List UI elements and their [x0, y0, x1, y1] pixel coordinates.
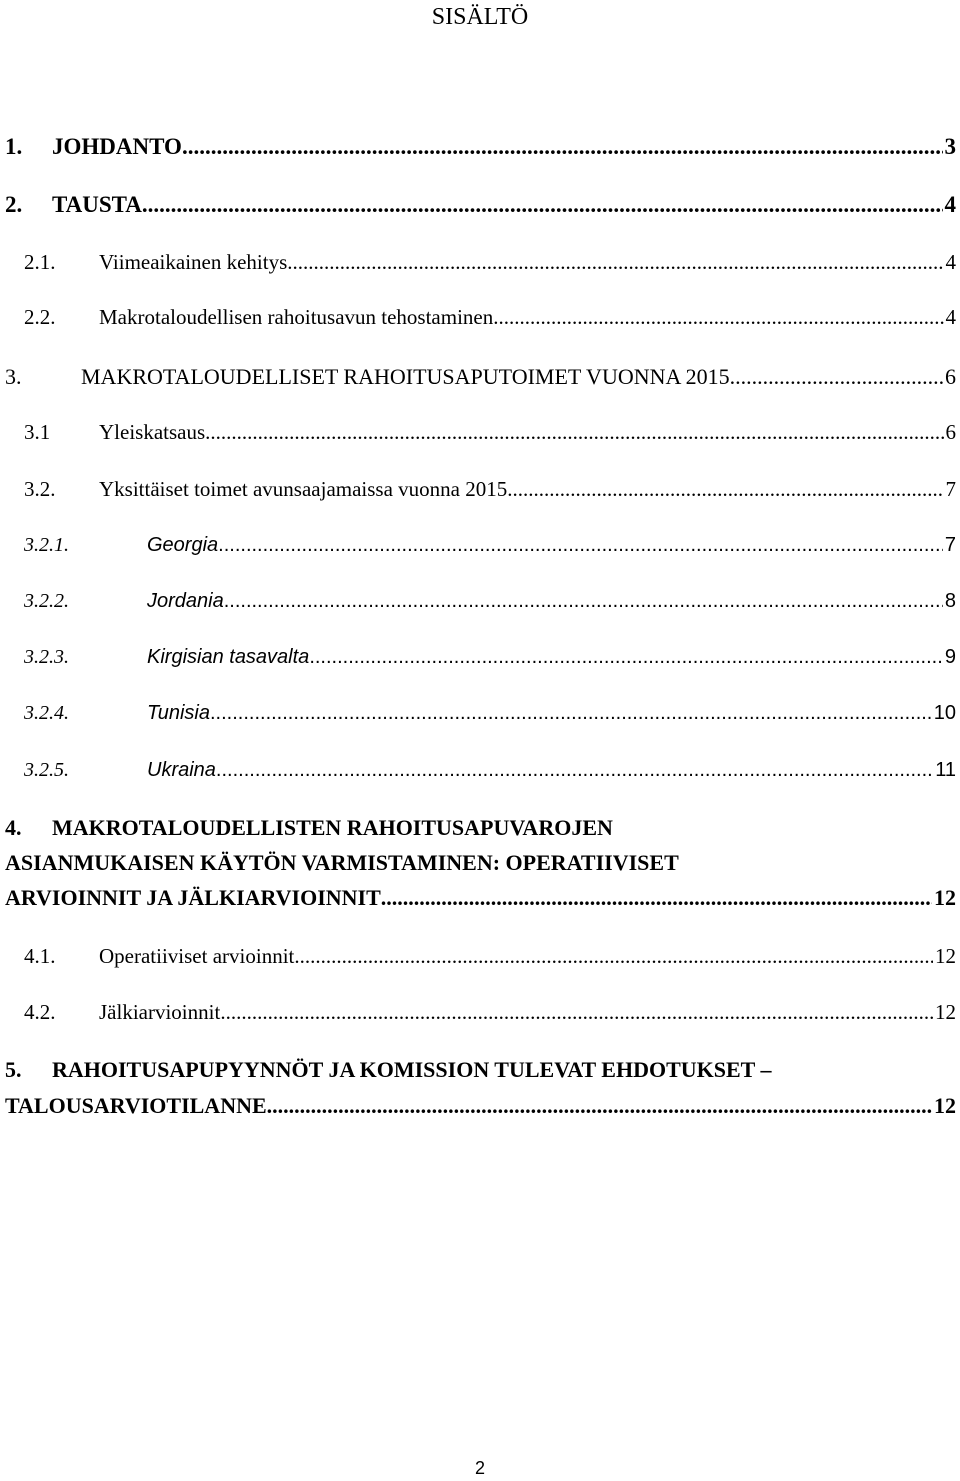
toc-entry-text-line3: ARVIOINNIT JA JÄLKIARVIOINNIT: [5, 885, 381, 910]
toc-entry-number: 3.2.5.: [24, 759, 69, 781]
toc-entry-number: 3.2.1.: [24, 534, 69, 556]
toc-entry-number: 3.2.: [24, 477, 56, 501]
toc-entry-text: JOHDANTO: [52, 134, 182, 159]
toc-entry-text: Kirgisian tasavalta: [147, 646, 310, 668]
toc-leader-dots: [210, 702, 932, 725]
toc-leader-dots: [287, 250, 943, 275]
page-number: 2: [474, 1458, 485, 1478]
toc-entry-2[interactable]: [0, 192, 960, 228]
toc-entry-2-1[interactable]: [0, 250, 960, 286]
toc-entry-number: 4.1.: [24, 944, 56, 968]
toc-entry-text-line1: RAHOITUSAPUPYYNNÖT JA KOMISSION TULEVAT EHDOTUKSET –: [52, 1057, 772, 1082]
toc-leader-dots: [507, 477, 943, 502]
toc-entry-text-line2: TALOUSARVIOTILANNE: [5, 1093, 267, 1118]
toc-entry-3-2[interactable]: [0, 477, 960, 513]
toc-entry-number: 2.: [5, 192, 23, 217]
toc-entry-page: 4: [945, 250, 956, 274]
toc-entry-1[interactable]: [0, 134, 960, 170]
toc-entry-text-line2: ASIANMUKAISEN KÄYTÖN VARMISTAMINEN: OPERATIIVISET: [5, 850, 679, 875]
toc-entry-page: 12: [934, 885, 956, 910]
toc-entry-4-2[interactable]: [0, 1000, 960, 1036]
toc-entry-number: 2.1.: [24, 250, 56, 274]
toc-entry-page: 10: [933, 702, 956, 724]
toc-entry-3-2-4[interactable]: [0, 702, 960, 738]
toc-entry-page: 12: [935, 1000, 956, 1024]
toc-entry-text: Yleiskatsaus: [99, 420, 206, 444]
toc-leader-dots: [220, 1000, 933, 1025]
toc-entry-page: 6: [945, 420, 956, 444]
toc-leader-dots: [309, 646, 943, 669]
toc-leader-dots: [730, 364, 943, 390]
toc-leader-dots: [294, 944, 933, 969]
toc-leader-dots: [218, 534, 943, 557]
toc-entry-text: Jordania: [147, 590, 224, 612]
toc-entry-page: 3: [944, 134, 956, 159]
toc-entry-3-2-3[interactable]: [0, 646, 960, 682]
toc-entry-4[interactable]: [0, 815, 960, 925]
toc-entry-text: Tunisia: [147, 702, 210, 724]
toc-entry-5[interactable]: [0, 1057, 960, 1133]
toc-entry-text: TAUSTA: [52, 192, 142, 217]
toc-entry-page: 9: [944, 646, 956, 668]
toc-entry-text: Jälkiarvioinnit: [99, 1000, 221, 1024]
toc-entry-number: 3.1: [24, 420, 51, 444]
toc-entry-text: Viimeaikainen kehitys: [99, 250, 288, 274]
toc-entry-text: Ukraina: [147, 759, 216, 781]
toc-leader-dots: [224, 590, 943, 613]
toc-entry-page: 7: [944, 534, 956, 556]
toc-leader-dots: [182, 134, 943, 160]
toc-entry-page: 4: [945, 305, 956, 329]
toc-entry-3[interactable]: [0, 364, 960, 400]
toc-title: SISÄLTÖ: [431, 4, 529, 30]
toc-entry-number: 3.2.2.: [24, 590, 69, 612]
toc-entry-page: 7: [945, 477, 956, 501]
toc-entry-page: 12: [934, 1093, 956, 1118]
toc-entry-number: 3.2.3.: [24, 646, 69, 668]
toc-entry-number: 5.: [5, 1057, 22, 1082]
toc-entry-text: Makrotaloudellisen rahoitusavun tehostaminen: [99, 305, 494, 329]
toc-entry-number: 1.: [5, 134, 23, 159]
toc-entry-number: 3.2.4.: [24, 702, 69, 724]
toc-entry-2-2[interactable]: [0, 305, 960, 341]
toc-entry-text: Yksittäiset toimet avunsaajamaissa vuonna 2015: [99, 477, 508, 501]
toc-entry-text: MAKROTALOUDELLISET RAHOITUSAPUTOIMET VUONNA 2015: [81, 364, 730, 389]
toc-entry-page: 11: [935, 759, 956, 781]
toc-entry-number: 4.: [5, 815, 22, 840]
toc-entry-3-2-1[interactable]: [0, 534, 960, 570]
toc-entry-3-2-5[interactable]: [0, 759, 960, 795]
toc-leader-dots: [142, 192, 943, 218]
toc-entry-page: 6: [945, 364, 956, 389]
toc-entry-text-line1: MAKROTALOUDELLISTEN RAHOITUSAPUVAROJEN: [52, 815, 613, 840]
toc-entry-text: Georgia: [147, 534, 219, 556]
toc-entry-number: 3.: [5, 364, 22, 389]
toc-entry-4-1[interactable]: [0, 944, 960, 980]
toc-entry-number: 2.2.: [24, 305, 56, 329]
toc-entry-number: 4.2.: [24, 1000, 56, 1024]
toc-entry-text: Operatiiviset arvioinnit: [99, 944, 295, 968]
toc-leader-dots: [381, 885, 932, 911]
toc-leader-dots: [216, 759, 933, 782]
toc-entry-page: 8: [944, 590, 956, 612]
toc-leader-dots: [493, 305, 943, 330]
toc-leader-dots: [205, 420, 943, 445]
toc-entry-page: 12: [935, 944, 956, 968]
toc-entry-3-1[interactable]: [0, 420, 960, 456]
toc-entry-page: 4: [944, 192, 956, 217]
toc-entry-3-2-2[interactable]: [0, 590, 960, 626]
toc-leader-dots: [267, 1093, 932, 1119]
